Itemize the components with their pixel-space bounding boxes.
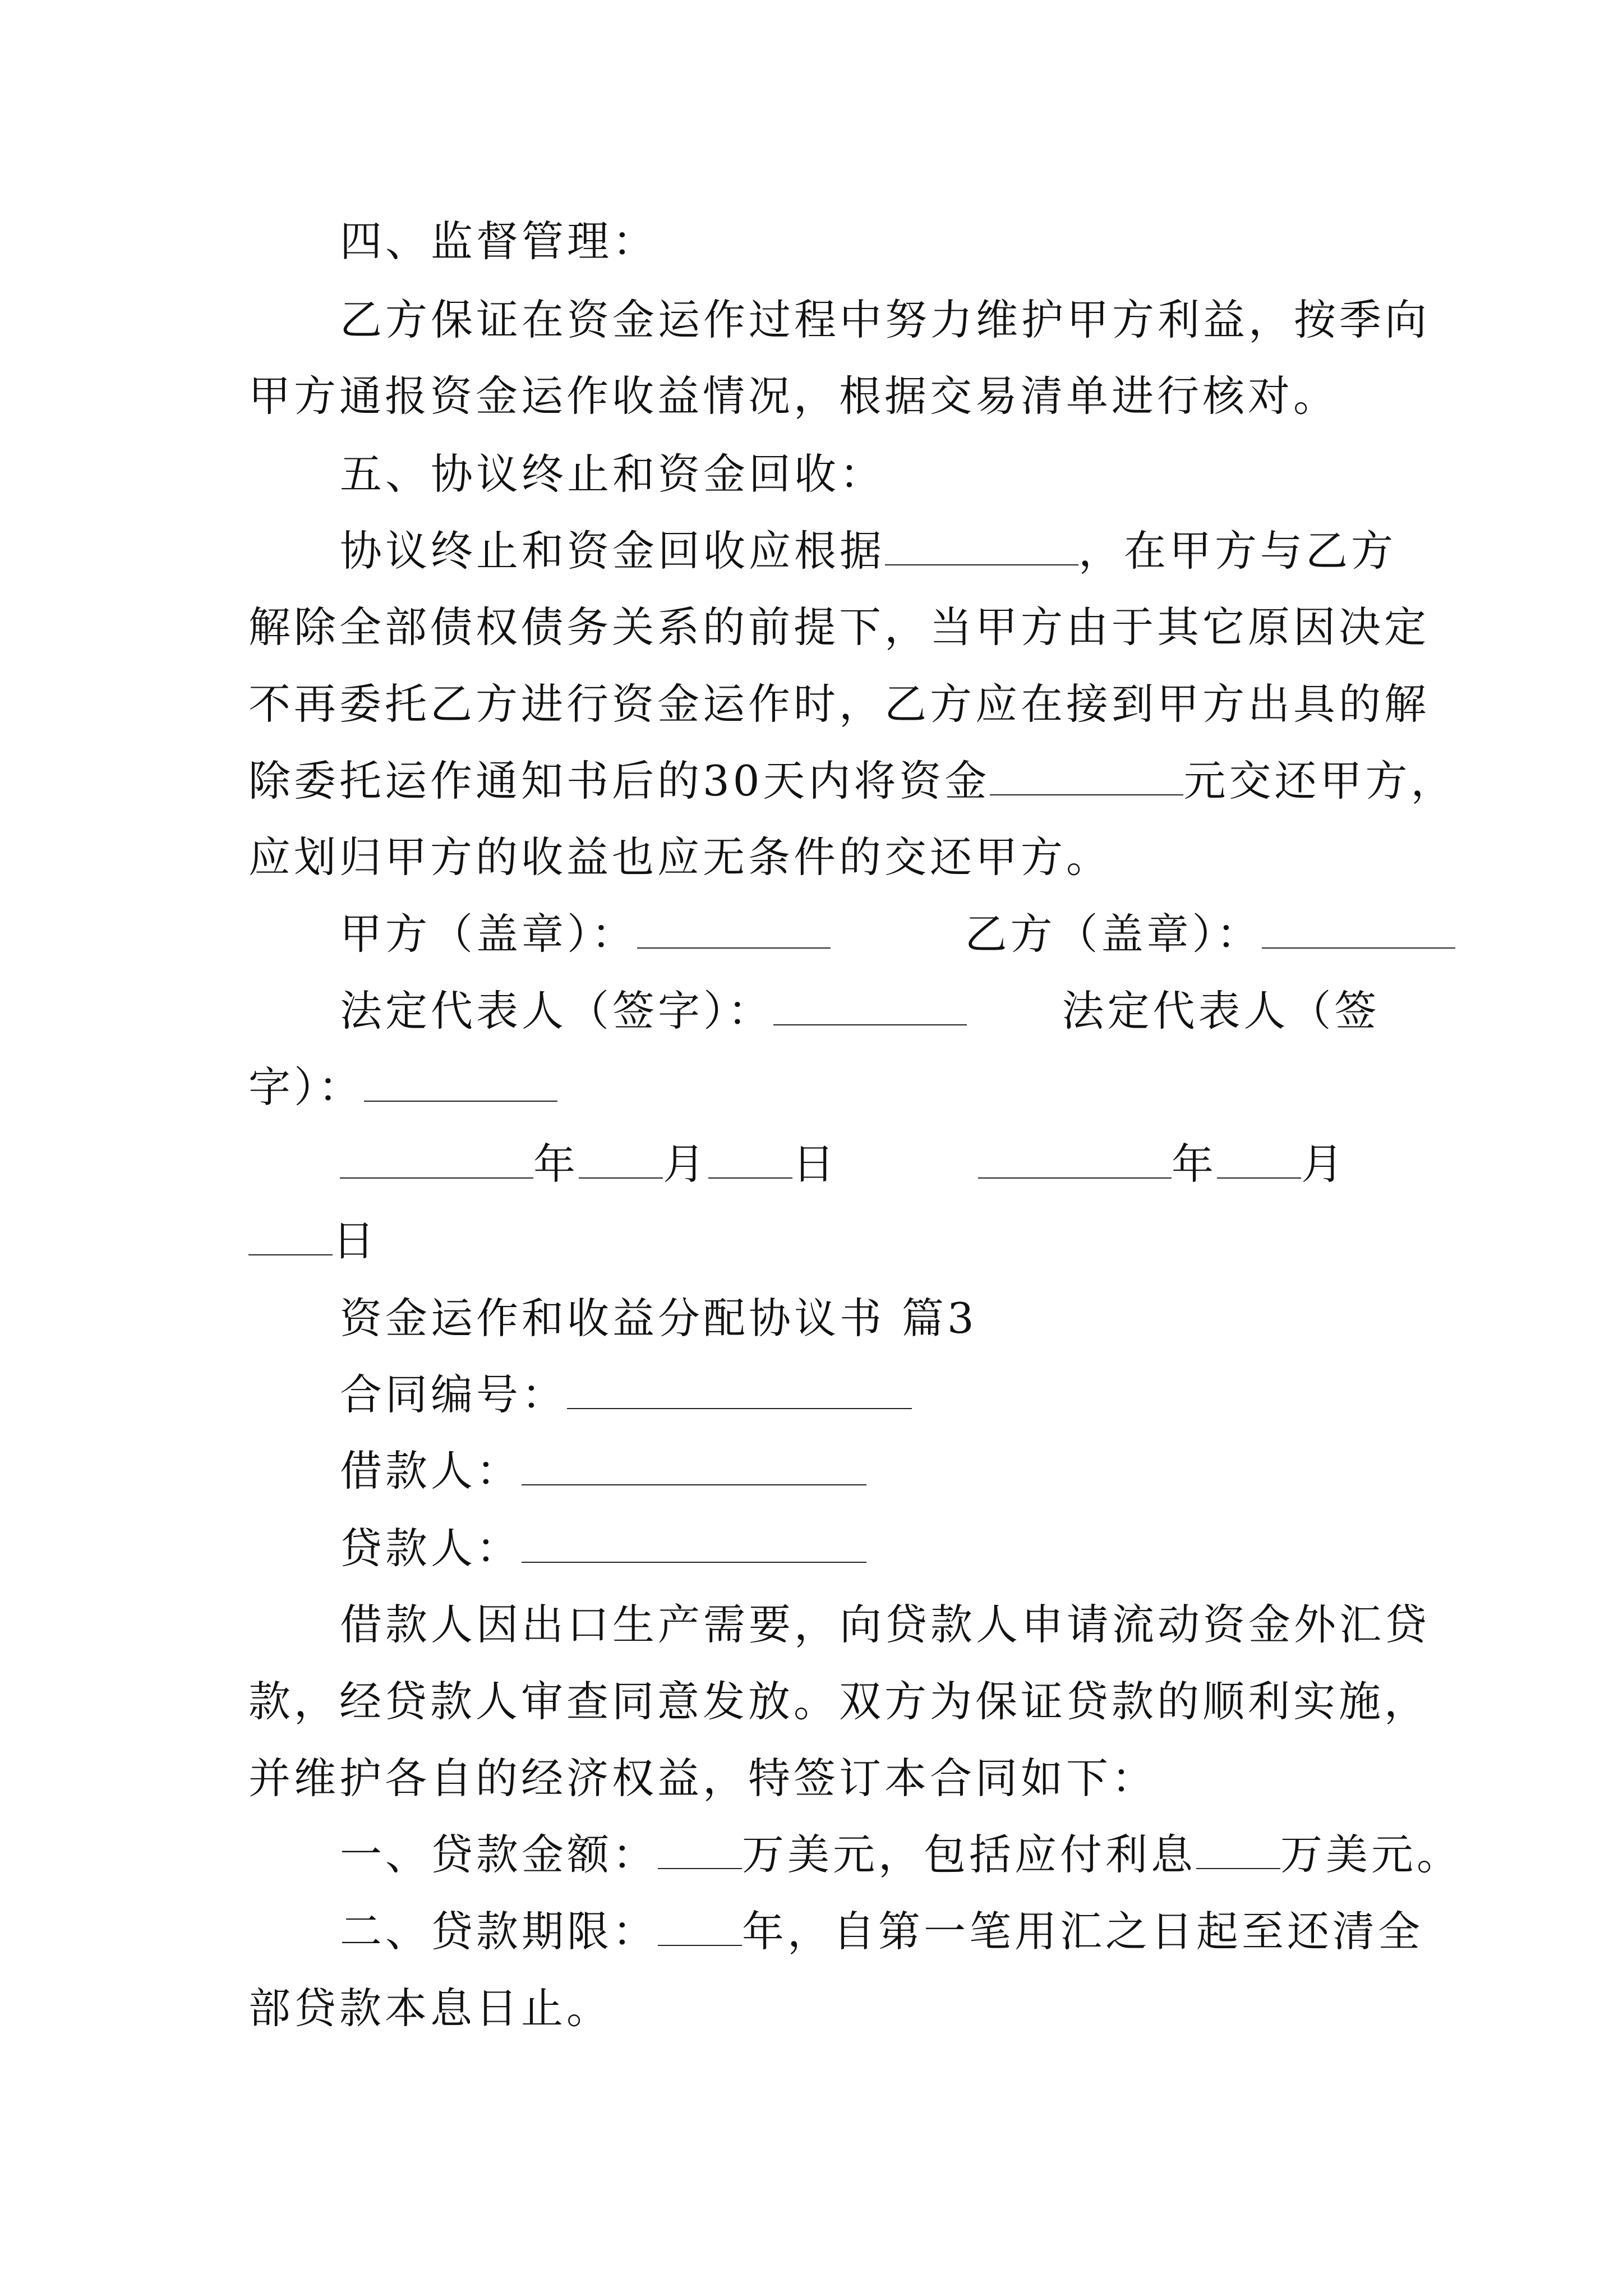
section5-body-line-1 — [340, 523, 1397, 579]
clause2-text: 年，自第一笔用汇之日起至还清全 — [742, 1907, 1424, 1956]
party-a-rep-label: 法定代表人（签字）： — [340, 986, 773, 1036]
article3-title: 资金运作和收益分配协议书 篇3 — [340, 1294, 978, 1343]
borrower-label: 借款人： — [340, 1446, 522, 1496]
year-label: 年 — [533, 1139, 579, 1189]
party-b-seal-blank[interactable] — [1262, 913, 1455, 949]
year-b-blank[interactable] — [978, 1143, 1172, 1179]
section5-body-text: ，在甲方与乙方 — [1078, 526, 1397, 576]
party-b-rep-label: 法定代表人（签 — [1062, 986, 1380, 1036]
interest-amount-blank[interactable] — [1196, 1833, 1280, 1869]
date-line — [340, 1136, 1387, 1192]
year-label: 年 — [1172, 1139, 1218, 1189]
clause1-text: 万美元，包括应付利息 — [742, 1830, 1197, 1879]
section5-body-text: 元交还甲方， — [1183, 756, 1456, 806]
contract-no-label: 合同编号： — [340, 1370, 568, 1419]
section5-heading: 五、协议终止和资金回收： — [340, 449, 886, 499]
preamble-line-3: 并维护各自的经济权益，特签订本合同如下： — [248, 1754, 1158, 1803]
party-b-rep-blank[interactable] — [364, 1066, 557, 1102]
clause1-text: 万美元。 — [1280, 1830, 1463, 1879]
year-a-blank[interactable] — [340, 1143, 533, 1179]
preamble-line-1: 借款人因出口生产需要，向贷款人申请流动资金外汇贷 — [340, 1600, 1431, 1649]
month-b-blank[interactable] — [1217, 1143, 1301, 1179]
lender-line — [340, 1520, 1387, 1576]
day-label: 日 — [792, 1139, 838, 1189]
section5-body-line-4 — [248, 753, 1456, 809]
day-a-blank[interactable] — [708, 1143, 792, 1179]
section5-body-text: 协议终止和资金回收应根据 — [340, 526, 886, 576]
section5-body-text: 除委托运作通知书后的30天内将资金 — [248, 756, 990, 806]
preamble-line-2: 款，经贷款人审查同意发放。双方为保证贷款的顺利实施， — [248, 1677, 1430, 1726]
party-a-seal-label: 甲方（盖章）： — [340, 909, 637, 959]
date-line-cont — [248, 1213, 1387, 1269]
section5-body-line-5: 应划归甲方的收益也应无条件的交还甲方。 — [248, 832, 1112, 882]
amount-blank[interactable] — [990, 760, 1183, 795]
month-a-blank[interactable] — [579, 1143, 663, 1179]
section5-body-line-3: 不再委托乙方进行资金运作时，乙方应在接到甲方出具的解 — [248, 679, 1430, 729]
clause1-line — [340, 1826, 1463, 1883]
party-b-rep-label-cont: 字）： — [248, 1062, 364, 1112]
lender-blank[interactable] — [522, 1527, 866, 1563]
day-label: 日 — [333, 1216, 379, 1266]
basis-blank[interactable] — [885, 530, 1078, 565]
section5-body-line-2: 解除全部债权债务关系的前提下，当甲方由于其它原因决定 — [248, 602, 1430, 652]
clause2-line-cont: 部贷款本息日止。 — [248, 1984, 612, 2033]
party-a-rep-blank[interactable] — [773, 990, 967, 1025]
party-a-seal-blank[interactable] — [637, 913, 831, 949]
month-label: 月 — [1301, 1139, 1347, 1189]
signature-line-rep — [340, 983, 1387, 1039]
section4-body-line-2: 甲方通报资金运作收益情况，根据交易清单进行核对。 — [248, 371, 1339, 421]
contract-no-blank[interactable] — [567, 1373, 912, 1409]
section4-body-line-1: 乙方保证在资金运作过程中努力维护甲方利益，按季向 — [340, 295, 1431, 344]
signature-line-rep-cont — [248, 1059, 1387, 1115]
party-b-seal-label: 乙方（盖章）： — [965, 909, 1262, 959]
signature-line-seal — [340, 906, 1387, 962]
day-b-blank[interactable] — [248, 1220, 333, 1255]
loan-term-blank[interactable] — [658, 1910, 742, 1946]
clause2-text: 二、贷款期限： — [340, 1907, 658, 1956]
borrower-blank[interactable] — [522, 1450, 866, 1485]
month-label: 月 — [663, 1139, 709, 1189]
section4-heading: 四、监督管理： — [340, 217, 658, 266]
clause2-line — [340, 1903, 1424, 1959]
contract-no-line — [340, 1366, 1387, 1423]
lender-label: 贷款人： — [340, 1524, 522, 1573]
loan-amount-blank[interactable] — [658, 1833, 742, 1869]
borrower-line — [340, 1443, 1387, 1499]
clause1-text: 一、贷款金额： — [340, 1830, 658, 1879]
